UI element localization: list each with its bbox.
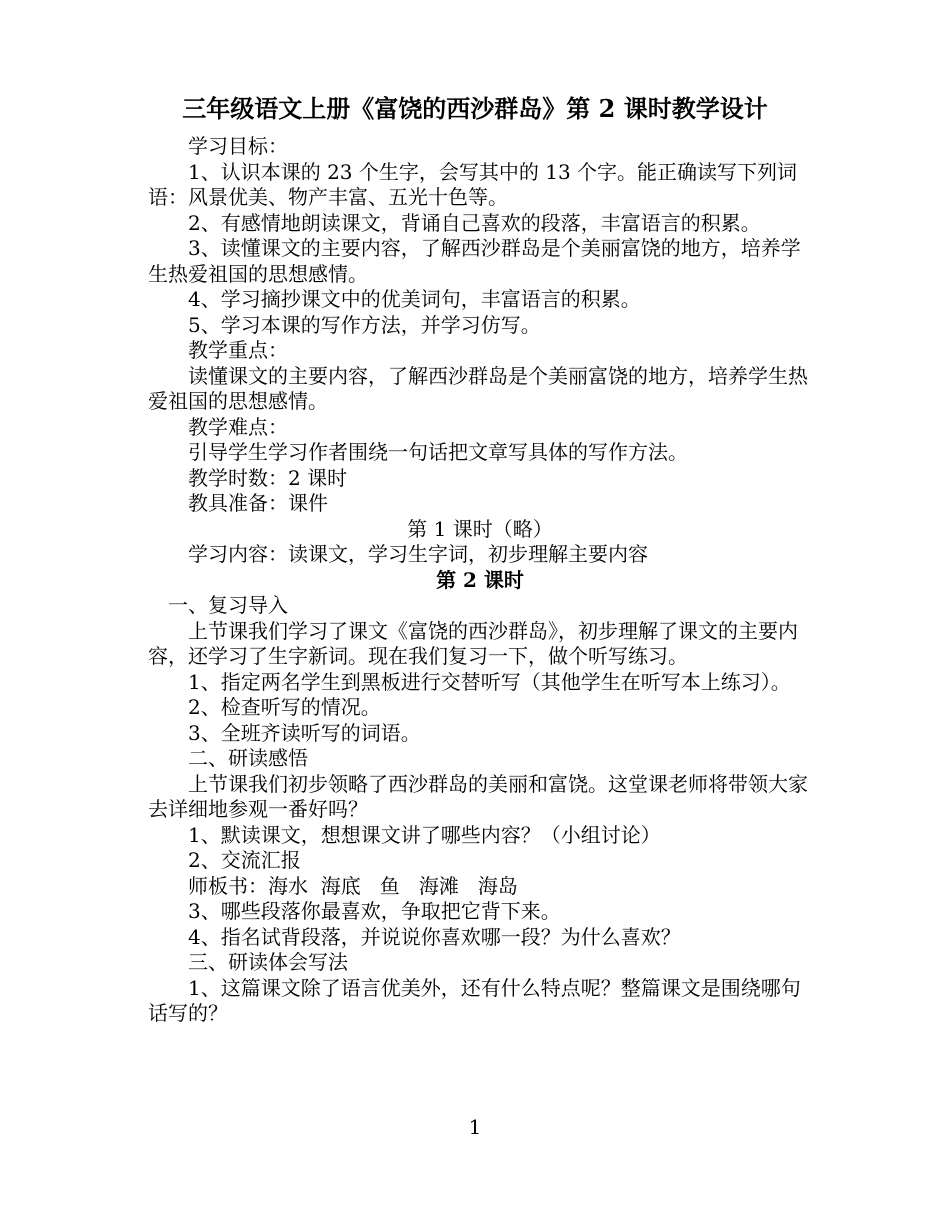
- document-title: 三年级语文上册《富饶的西沙群岛》第 2 课时教学设计: [182, 94, 768, 123]
- paragraph-difficulties: 引导学生学习作者围绕一句话把文章写具体的写作方法。: [188, 440, 688, 464]
- page-number: 1: [468, 1115, 482, 1139]
- paragraph-writing-step-1: 1、这篇课文除了语言优美外，还有什么特点呢？整篇课文是围绕哪句话写的？: [148, 975, 801, 1025]
- section-heading-study: 二、研读感悟: [188, 746, 308, 770]
- paragraph-review-step-3: 3、全班齐读听写的词语。: [188, 720, 421, 745]
- paragraph-class-hours: 教学时数：2 课时: [188, 465, 348, 490]
- paragraph-study-step-1: 1、默读课文，想想课文讲了哪些内容？（小组讨论）: [188, 822, 661, 847]
- paragraph-lesson-1-content: 学习内容：读课文，学习生字词，初步理解主要内容: [188, 542, 648, 566]
- paragraph-key-points-heading: 教学重点：: [188, 338, 288, 362]
- paragraph-study-intro: 上节课我们初步领略了西沙群岛的美丽和富饶。这堂课老师将带领大家去详细地参观一番好吗？: [148, 771, 808, 821]
- paragraph-review-step-2: 2、检查听写的情况。: [188, 695, 381, 719]
- paragraph-key-points: 读懂课文的主要内容，了解西沙群岛是个美丽富饶的地方，培养学生热爱祖国的思想感情。: [148, 363, 808, 413]
- paragraph-study-step-2: 2、交流汇报: [188, 848, 301, 872]
- document-body: [148, 134, 812, 1027]
- paragraph-lesson-2-heading: 第 2 课时: [436, 567, 524, 592]
- paragraph-study-step-4: 4、指名试背段落，并说说你喜欢哪一段？为什么喜欢？: [188, 924, 681, 949]
- paragraph-review-intro: 上节课我们学习了课文《富饶的西沙群岛》，初步理解了课文的主要内容，还学习了生字新词。现在我们复习一下，做个听写练习。: [148, 618, 798, 668]
- paragraph-lesson-1-heading: 第 1 课时（略）: [407, 516, 553, 541]
- section-heading-writing: 三、研读体会写法: [188, 950, 348, 974]
- paragraph-objective-2: 2、有感情地朗读课文，背诵自己喜欢的段落，丰富语言的积累。: [188, 210, 761, 235]
- paragraph-objective-5: 5、学习本课的写作方法，并学习仿写。: [188, 312, 541, 337]
- paragraph-materials: 教具准备：课件: [188, 491, 328, 515]
- paragraph-objective-3: 3、读懂课文的主要内容，了解西沙群岛是个美丽富饶的地方，培养学生热爱祖国的思想感情。: [148, 236, 801, 286]
- paragraph-objective-4: 4、学习摘抄课文中的优美词句，丰富语言的积累。: [188, 287, 641, 311]
- paragraph-blackboard: 师板书：海水 海底 鱼 海滩 海岛: [188, 873, 518, 898]
- section-heading-review: 一、复习导入: [168, 593, 288, 617]
- paragraph-objective-1: 1、认识本课的 23 个生字，会写其中的 13 个字。能正确读写下列词语：风景优美、物产丰富、五光十色等。: [148, 159, 798, 209]
- paragraph-objectives-heading: 学习目标：: [188, 134, 288, 158]
- paragraph-review-step-1: 1、指定两名学生到黑板进行交替听写（其他学生在听写本上练习）。: [188, 669, 791, 694]
- paragraph-study-step-3: 3、哪些段落你最喜欢，争取把它背下来。: [188, 899, 561, 923]
- paragraph-difficulties-heading: 教学难点：: [188, 414, 288, 439]
